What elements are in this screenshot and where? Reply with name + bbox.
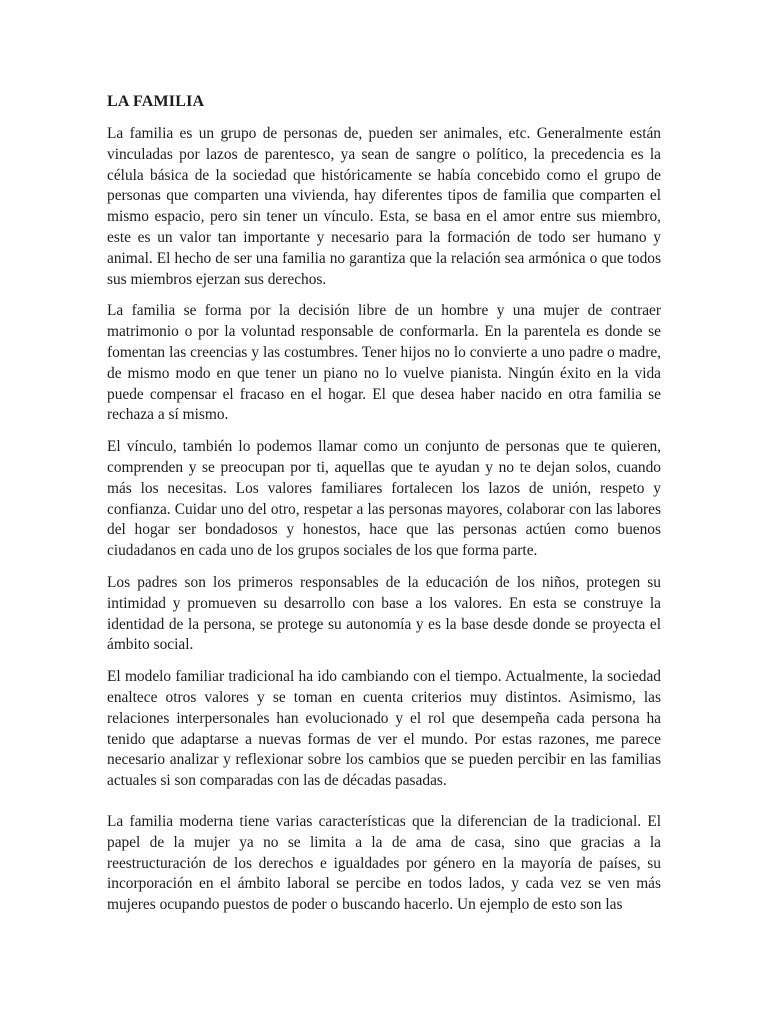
paragraph-1: La familia es un grupo de personas de, pueden ser animales, etc. Generalmente están vinculadas por lazos de parentesco, ya sean de sangre o político, la precedencia es la célula básica de la sociedad que históricamente se había concebido como el grupo de personas que comparten una vivienda, hay diferentes tipos de familia que comparten el mismo espacio, pero sin tener un vínculo. Esta, se basa en el amor entre sus miembro, este es un valor tan importante y necesario para la formación de todo ser humano y animal. El hecho de ser una familia no garantiza que la relación sea armónica o que todos sus miembros ejerzan sus derechos.	[107, 125, 661, 288]
paragraph-3: El vínculo, también lo podemos llamar como un conjunto de personas que te quieren, comprenden y se preocupan por ti, aquellas que te ayudan y no te dejan solos, cuando más los necesitas. Los valores familiares fortalecen los lazos de unión, respeto y confianza. Cuidar uno del otro, respetar a las personas mayores, colaborar con las labores del hogar ser bondadosos y honestos, hace que las personas actúen como buenos ciudadanos en cada uno de los grupos sociales de los que forma parte.	[107, 438, 661, 560]
document-title: LA FAMILIA	[107, 93, 205, 110]
paragraph-2: La familia se forma por la decisión libre de un hombre y una mujer de contraer matrimonio o por la voluntad responsable de conformarla. En la parentela es donde se fomentan las creencias y las costumbres. Tener hijos no lo convierte a uno padre o madre, de mismo modo en que tener un piano no lo vuelve pianista. Ningún éxito en la vida puede compensar el fracaso en el hogar. El que desea haber nacido en otra familia se rechaza a sí mismo.	[107, 302, 661, 424]
paragraph-5: El modelo familiar tradicional ha ido cambiando con el tiempo. Actualmente, la sociedad enaltece otros valores y se toman en cuenta criterios muy distintos. Asimismo, las relaciones interpersonales han evolucionado y el rol que desempeña cada persona ha tenido que adaptarse a nuevas formas de ver el mundo. Por estas razones, me parece necesario analizar y reflexionar sobre los cambios que se pueden percibir en las familias actuales si son comparadas con las de décadas pasadas.	[107, 668, 661, 790]
paragraph-4: Los padres son los primeros responsables de la educación de los niños, protegen su intimidad y promueven su desarrollo con base a los valores. En esta se construye la identidad de la persona, se protege su autonomía y es la base desde donde se proyecta el ámbito social.	[107, 573, 661, 654]
paragraph-6: La familia moderna tiene varias características que la diferencian de la tradicional. El papel de la mujer ya no se limita a la de ama de casa, sino que gracias a la reestructuración de los derechos e igualdades por género en la mayoría de países, su incorporación en el ámbito laboral se percibe en todos lados, y cada vez se ven más mujeres ocupando puestos de poder o buscando hacerlo. Un ejemplo de esto son las	[107, 812, 661, 914]
